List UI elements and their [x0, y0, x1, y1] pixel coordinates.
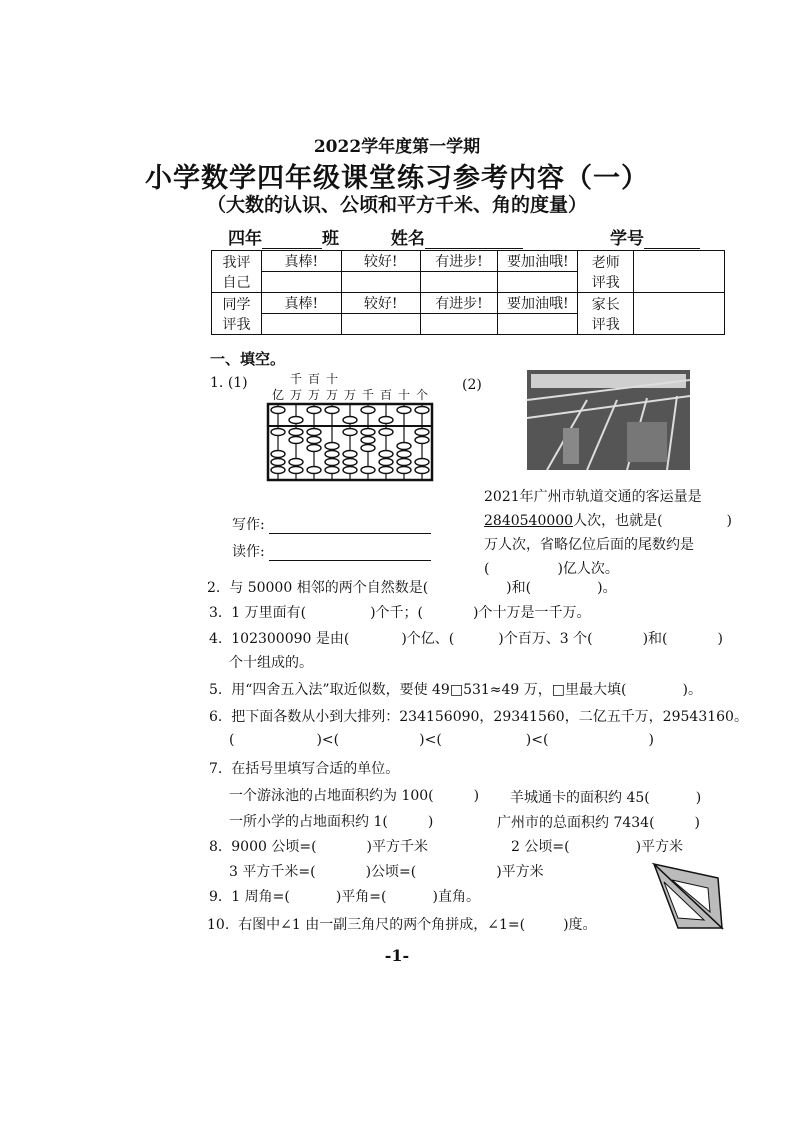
abacus-figure	[264, 370, 444, 490]
passenger-volume: 2840540000	[484, 513, 574, 529]
abacus-col-label: 万	[343, 388, 357, 402]
student-info	[228, 224, 523, 249]
page-number: -1-	[384, 946, 410, 965]
q1-part2-line3: 万人次，省略亿位后面的尾数约是	[484, 537, 694, 553]
id-blank[interactable]	[644, 232, 700, 249]
peer-check-4[interactable]	[498, 314, 578, 335]
question-4: 4. 102300090 是由( )个亿、( )个百万、3 个( )和( )	[209, 631, 723, 647]
write-blank[interactable]	[269, 517, 431, 534]
section-heading: 一、填空。	[210, 350, 286, 368]
metro-photo	[527, 370, 690, 470]
q1-part2-line2: 2840540000人次，也就是( )	[484, 513, 733, 529]
teacher-eval-label: 老师 评我	[578, 251, 634, 293]
question-2: 2. 与 50000 相邻的两个自然数是( )和( )。	[207, 580, 617, 596]
abacus-col-label: 百	[379, 388, 393, 402]
class-blank[interactable]	[262, 232, 322, 249]
name-label: 姓名	[390, 229, 425, 249]
name-blank[interactable]	[425, 232, 523, 249]
abacus-col-label: 千	[361, 388, 375, 402]
peer-level-good: 较好!	[341, 293, 420, 314]
peer-check-3[interactable]	[420, 314, 498, 335]
q1-number: 1. (1)	[210, 375, 248, 391]
abacus-col-label: 个	[415, 388, 429, 402]
question-8c: 3 平方千米=( )公顷=( )平方米	[229, 864, 544, 880]
page-title: 小学数学四年级课堂练习参考内容（一）	[145, 163, 649, 194]
teacher-eval-cell[interactable]	[634, 251, 725, 293]
question-6: 6. 把下面各数从小到大排列：234156090，29341560，二亿五千万，29543160。	[209, 709, 748, 725]
self-check-3[interactable]	[420, 272, 498, 293]
triangle-ruler-icon	[648, 858, 728, 938]
question-8a: 8. 9000 公顷=( )平方千米	[209, 839, 429, 855]
question-7c: 一所小学的占地面积约 1( )	[229, 814, 434, 830]
question-7: 7. 在括号里填写合适的单位。	[209, 761, 400, 777]
set-squares-figure	[648, 858, 728, 938]
semester-heading: 2022学年度第一学期	[313, 137, 481, 157]
id-label: 学号	[610, 229, 644, 249]
self-eval-label: 我评 自己	[212, 251, 262, 293]
peer-level-great: 真棒!	[261, 293, 341, 314]
read-blank[interactable]	[269, 544, 431, 561]
abacus-icon	[264, 370, 444, 490]
peer-check-1[interactable]	[261, 314, 341, 335]
parent-eval-label: 家长 评我	[578, 293, 634, 335]
question-7a: 一个游泳池的占地面积约为 100( )	[229, 788, 480, 804]
question-5: 5. 用“四舍五入法”取近似数，要使 49□531≈49 万，□里最大填( )。	[209, 682, 702, 698]
abacus-col-label: 万	[289, 388, 303, 402]
abacus-col-label: 十	[397, 388, 411, 402]
grade-label: 四年	[228, 229, 262, 249]
question-9: 9. 1 周角=( )平角=( )直角。	[209, 889, 480, 905]
question-8b: 2 公顷=( )平方米	[511, 839, 684, 855]
question-3: 3. 1 万里面有( )个千；( )个十万是一千万。	[209, 605, 591, 621]
student-id	[610, 224, 700, 249]
peer-check-2[interactable]	[341, 314, 420, 335]
level-good: 较好!	[341, 251, 420, 272]
question-6-answer: ( )<( )<( )<( )	[229, 732, 654, 748]
level-try-harder: 要加油哦!	[498, 251, 578, 272]
abacus-col-label: 亿	[271, 388, 285, 402]
class-label: 班	[322, 229, 339, 249]
level-great: 真棒!	[261, 251, 341, 272]
self-check-1[interactable]	[261, 272, 341, 293]
question-4-cont: 个十组成的。	[229, 655, 313, 671]
page-subtitle: （大数的认识、公顷和平方千米、角的度量）	[206, 194, 587, 216]
abacus-top-label: 千	[289, 372, 303, 386]
peer-level-try-harder: 要加油哦!	[498, 293, 578, 314]
abacus-col-label: 万	[307, 388, 321, 402]
q1-write: 写作:	[232, 514, 431, 534]
level-improved: 有进步!	[420, 251, 498, 272]
abacus-col-label: 万	[325, 388, 339, 402]
peer-level-improved: 有进步!	[420, 293, 498, 314]
question-7b: 羊城通卡的面积约 45( )	[510, 790, 702, 806]
evaluation-table	[211, 250, 725, 335]
self-check-4[interactable]	[498, 272, 578, 293]
question-7d: 广州市的总面积约 7434( )	[497, 815, 701, 831]
parent-eval-cell[interactable]	[634, 293, 725, 335]
question-10: 10. 右图中∠1 由一副三角尺的两个角拼成，∠1=( )度。	[207, 917, 597, 933]
q1-part2-label: (2)	[462, 377, 482, 393]
peer-eval-label: 同学 评我	[212, 293, 262, 335]
abacus-top-label: 百	[307, 372, 321, 386]
abacus-top-label: 十	[325, 372, 339, 386]
q1-read: 读作:	[232, 541, 431, 561]
q1-part2-line1: 2021年广州市轨道交通的客运量是	[484, 489, 702, 505]
metro-train-icon	[527, 370, 690, 470]
self-check-2[interactable]	[341, 272, 420, 293]
q1-part2-line4: ( )亿人次。	[484, 561, 619, 577]
